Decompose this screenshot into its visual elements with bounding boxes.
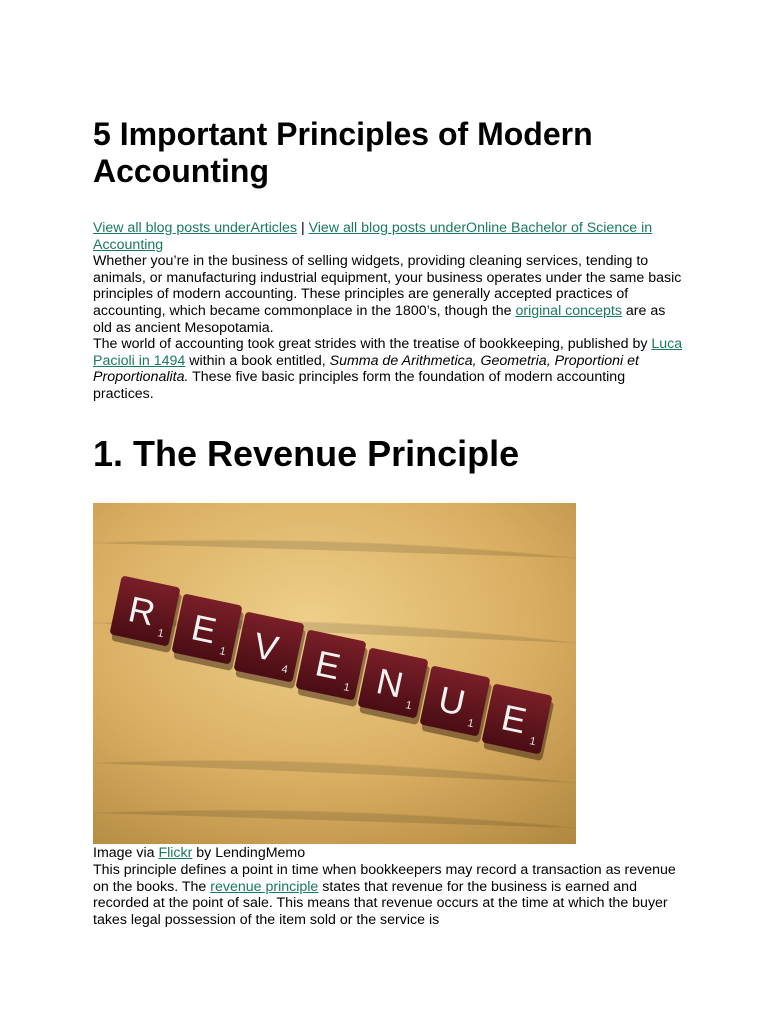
bachelor-category-link[interactable]: View all blog posts underOnline Bachelor of Science in Accounting xyxy=(93,220,653,253)
tile-letter: N xyxy=(372,660,407,706)
section-heading-revenue: 1. The Revenue Principle xyxy=(93,433,520,474)
tile-score: 1 xyxy=(218,645,227,659)
revenue-photo-svg xyxy=(93,503,576,844)
revenue-text-a: This principle defines a point in time when bookkeepers may record a transaction as revenue on the books. The xyxy=(93,862,676,895)
article-intro xyxy=(93,220,683,403)
intro-text-1b: are as old as ancient Mesopotamia. xyxy=(93,302,666,336)
revenue-text-b: states that revenue for the business is earned and recorded at the point of sale. This means that revenue occurs at the time at which the buyer takes legal possession of the item sold or the service is xyxy=(93,878,668,928)
letter-tile xyxy=(294,629,369,707)
letter-tile xyxy=(418,665,493,743)
original-concepts-link[interactable]: original concepts xyxy=(515,302,622,319)
tile-letter: R xyxy=(124,588,159,634)
revenue-principle-link[interactable]: revenue principle xyxy=(210,878,319,895)
luca-pacioli-link[interactable]: Luca Pacioli in 1494 xyxy=(93,336,683,369)
revenue-principle-paragraph xyxy=(93,862,683,928)
tile-letter: E xyxy=(311,642,344,688)
articles-category-link[interactable]: View all blog posts underArticles xyxy=(93,220,297,236)
revenue-photo xyxy=(93,503,576,844)
letter-tile xyxy=(480,683,555,761)
tile-score: 1 xyxy=(342,681,351,695)
caption-credit: by LendingMemo xyxy=(192,845,306,861)
tile-score: 1 xyxy=(466,717,475,731)
article-title: 5 Important Principles of Modern Accounting xyxy=(93,116,593,189)
intro-text-2c: These five basic principles form the foundation of modern accounting practices. xyxy=(93,369,626,402)
tile-letter: V xyxy=(249,624,282,670)
letter-tile xyxy=(356,647,431,725)
tile-score: 1 xyxy=(404,699,413,713)
letter-tile xyxy=(170,593,245,671)
tile-letter: U xyxy=(434,678,469,724)
tile-score: 1 xyxy=(156,627,165,641)
caption-prefix: Image via xyxy=(93,845,159,861)
link-separator: | xyxy=(297,220,309,236)
tile-score: 1 xyxy=(528,735,537,749)
intro-text-1a: Whether you’re in the business of selling widgets, providing cleaning services, tending to animals, or manufacturing industrial equipment, your business operates under the same basic principles of modern accounting. These principles are generally accepted practices of accounting, which became commonplace in the 1800’s, though the xyxy=(93,253,682,319)
tile-letter: E xyxy=(187,606,220,652)
intro-text-2b: within a book entitled, xyxy=(185,352,330,369)
tile-score: 4 xyxy=(280,663,289,677)
letter-tile xyxy=(108,575,183,653)
intro-text-2a: The world of accounting took great strides with the treatise of bookkeeping, published by xyxy=(93,336,652,353)
tile-letter: E xyxy=(497,696,530,742)
flickr-link[interactable]: Flickr xyxy=(158,845,193,861)
book-title: Summa de Arithmetica, Geometria, Proportioni et Proportionalita. xyxy=(93,352,639,386)
letter-tile xyxy=(232,611,307,689)
image-caption xyxy=(93,845,683,862)
